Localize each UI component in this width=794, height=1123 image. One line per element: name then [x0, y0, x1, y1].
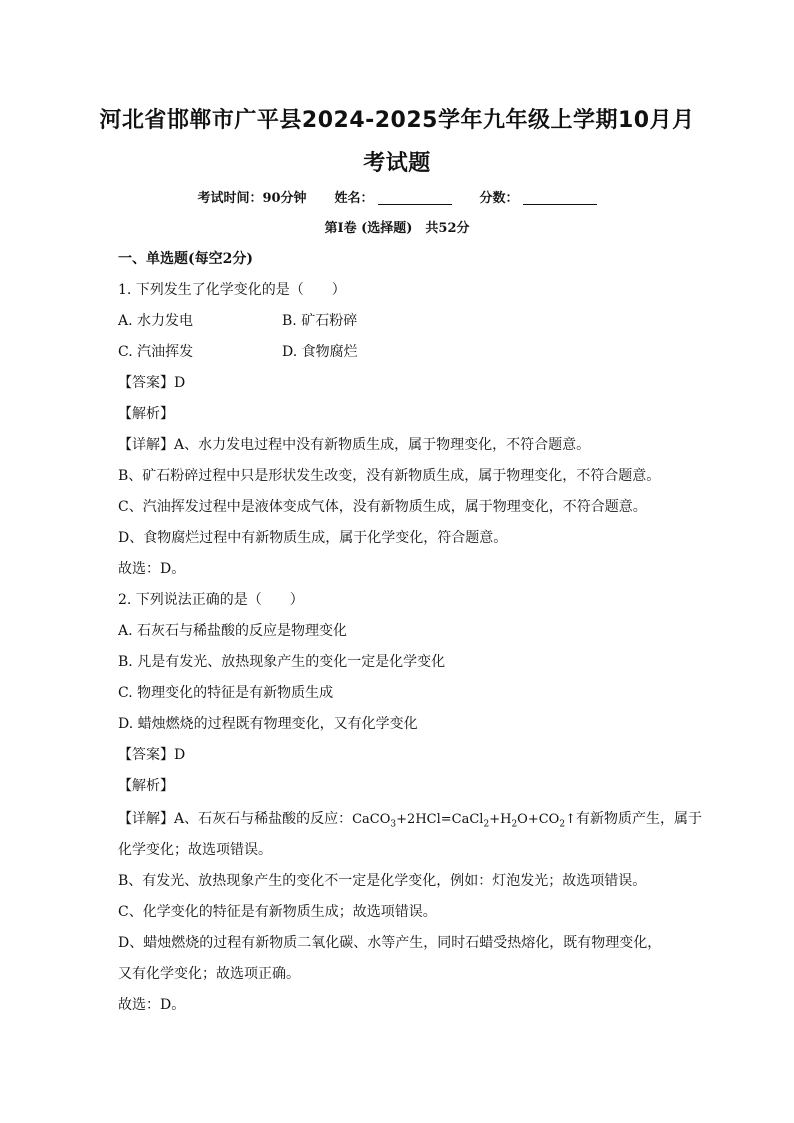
q2-analysis-label: 【解析】 [118, 778, 174, 794]
name-label: 姓名： [334, 191, 374, 206]
q2-detail-a-line2: 化学变化；故选项错误。 [118, 842, 272, 858]
q1-detail-a: 【详解】A、水力发电过程中没有新物质生成，属于物理变化，不符合题意。 [118, 437, 591, 453]
q1-detail-d: D、食物腐烂过程中有新物质生成，属于化学变化，符合题意。 [118, 530, 508, 546]
q2-detail-d-line1: D、蜡烛燃烧的过程有新物质二氧化碳、水等产生，同时石蜡受热熔化，既有物理变化， [118, 935, 662, 951]
q2-stem: 2. 下列说法正确的是（ ） [118, 592, 304, 608]
score-blank [523, 192, 597, 205]
name-blank [378, 192, 452, 205]
q2-detail-a [118, 809, 702, 835]
q1-detail-b: B、矿石粉碎过程中只是形状发生改变，没有新物质生成，属于物理变化，不符合题意。 [118, 468, 661, 484]
q2-answer: 【答案】D [118, 747, 186, 763]
volume-heading: 第Ⅰ卷 (选择题) 共52分 [324, 221, 470, 236]
q2-option-b: B. 凡是有发光、放热现象产生的变化一定是化学变化 [118, 654, 446, 670]
q1-answer: 【答案】D [118, 375, 186, 391]
q1-option-c: C. 汽油挥发 [118, 344, 194, 360]
q2-conclusion: 故选：D。 [118, 997, 186, 1013]
exam-meta [0, 187, 794, 206]
section-heading: 一、单选题(每空2分) [118, 251, 253, 267]
q1-conclusion: 故选：D。 [118, 561, 186, 577]
score-label: 分数： [479, 191, 519, 206]
q1-stem: 1. 下列发生了化学变化的是（ ） [118, 282, 346, 298]
q1-option-b: B. 矿石粉碎 [282, 313, 358, 329]
q2-detail-c: C、化学变化的特征是有新物质生成；故选项错误。 [118, 904, 437, 920]
q2-option-c: C. 物理变化的特征是有新物质生成 [118, 685, 334, 701]
q1-option-a: A. 水力发电 [118, 313, 194, 329]
q1-option-d: D. 食物腐烂 [282, 344, 358, 360]
exam-title-line2: 考试题 [363, 151, 431, 176]
q1-detail-c: C、汽油挥发过程中是液体变成气体，没有新物质生成，属于物理变化，不符合题意。 [118, 499, 647, 515]
q2-option-d: D. 蜡烛燃烧的过程既有物理变化，又有化学变化 [118, 716, 418, 732]
exam-time: 考试时间：90分钟 [197, 191, 307, 206]
q2-option-a: A. 石灰石与稀盐酸的反应是物理变化 [118, 623, 348, 639]
exam-title-line1: 河北省邯郸市广平县2024-2025学年九年级上学期10月月 [99, 108, 695, 133]
chemical-equation: $CaCO_3+2HCl=CaCl_2+H_2O+CO_2↑$ [352, 812, 576, 830]
q1-analysis-label: 【解析】 [118, 406, 174, 422]
q2-detail-a-suffix: 有新物质产生，属于 [575, 811, 702, 827]
q2-detail-a-prefix: 【详解】A、石灰石与稀盐酸的反应： [118, 811, 353, 827]
q2-detail-d-line2: 又有化学变化；故选项正确。 [118, 966, 300, 982]
q2-detail-b: B、有发光、放热现象产生的变化不一定是化学变化，例如：灯泡发光；故选项错误。 [118, 873, 647, 889]
